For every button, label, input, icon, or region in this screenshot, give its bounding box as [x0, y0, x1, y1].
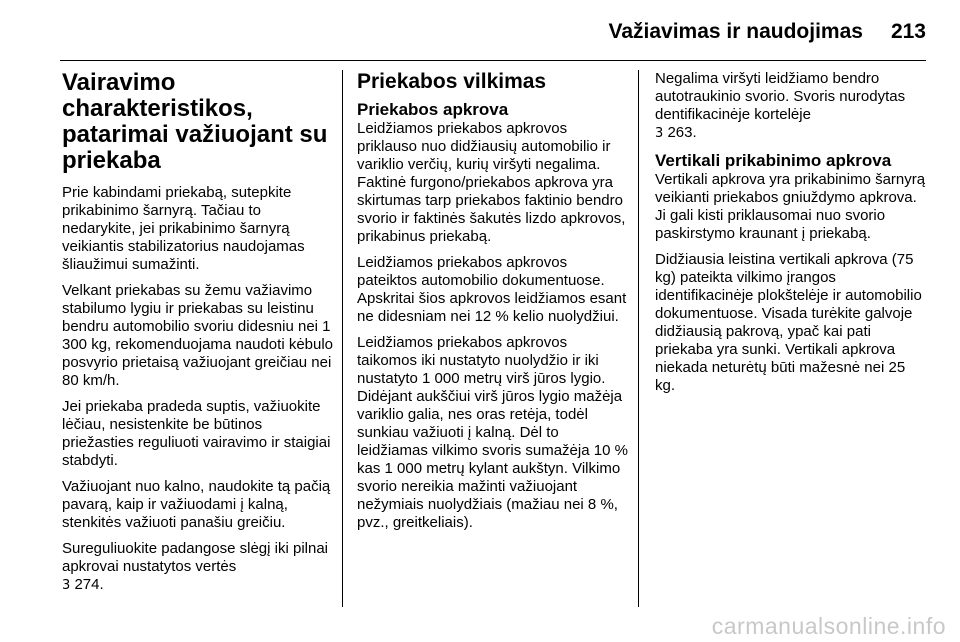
- page-number: 213: [890, 20, 926, 43]
- column-right: [655, 70, 927, 403]
- column-middle: [357, 70, 629, 540]
- paragraph: Leidžiamos priekabos apkrovos priklauso nuo didžiausių automobilio ir variklio verčių, kurių viršyti negalima. Faktinė furgono/priekabos apkrova yra skirtumas tarp priekabos faktinio bendro svorio ir faktinės šakutės lizdo apkrovos, prikabinus priekabą.: [357, 120, 626, 245]
- page-reference-icon: 3: [62, 578, 71, 593]
- paragraph: Važiuojant nuo kalno, naudokite tą pačią pavarą, kaip ir važiuodami į kalną, stenkitės važiuoti panašiu greičiu.: [62, 478, 331, 531]
- paragraph: Velkant priekabas su žemu važiavimo stabilumo lygiu ir priekabas su leistinu bendru automobilio svoriu didesniu nei 1 300 kg, rekomenduojama naudoti kėbulo posvyrio prietaisą važiuojant greičiau nei 80 km/h.: [62, 282, 334, 389]
- paragraph-text: Sureguliuokite padangose slėgį iki pilnai apkrovai nustatytos vertės: [62, 540, 329, 575]
- header-rule: [60, 60, 926, 61]
- page-reference-link[interactable]: 274.: [74, 576, 104, 593]
- paragraph-gross-weight: [655, 70, 927, 143]
- running-header: [609, 14, 927, 50]
- page-reference-icon: 3: [655, 126, 664, 141]
- paragraph: Leidžiamos priekabos apkrovos pateiktos automobilio dokumentuose. Apskritai šios apkrovos leidžiamos esant ne didesniam nei 12 % kelio nuolydžiui.: [357, 254, 627, 325]
- section-heading-towing: Priekabos vilkimas: [357, 70, 547, 93]
- paragraph: Didžiausia leistina vertikali apkrova (75 kg) pateikta vilkimo įrangos identifikacinėje plokštelėje ir automobilio dokumentuose. Visada turėkite galvoje didžiausią pakrovą, ypač kai pati priekaba yra sunki. Vertikali apkrova niekada neturėtų būti mažesnė nei 25 kg.: [655, 251, 922, 394]
- paragraph-text: Negalima viršyti leidžiamo bendro autotraukinio svorio. Svoris nurodytas dentifikacinėje kortelėje: [655, 70, 906, 123]
- paragraph: Prie kabindami priekabą, sutepkite prikabinimo šarnyrą. Tačiau to nedarykite, jei prikabinimo šarnyrą veikiantis stabilizatorius naudojamas šliaužimui sumažinti.: [62, 184, 305, 273]
- subheading-trailer-load: Priekabos apkrova: [357, 100, 509, 119]
- column-divider: [342, 70, 343, 607]
- column-left: [62, 70, 334, 603]
- paragraph: Leidžiamos priekabos apkrovos taikomos iki nustatyto nuolydžio ir iki nustatyto 1 000 metrų virš jūros lygio. Didėjant aukščiui virš jūros lygio mažėja variklio galia, nes oras retėja, todėl sunkiau važiuoti į kalną. Dėl to leidžiamas vilkimo svoris sumažėja 10 % kas 1 000 metrų kylant aukštyn. Vilkimo svorio nereikia mažinti važiuojant nežymiais nuolydžiais (mažiau nei 8 %, pvz., greitkeliais).: [357, 334, 628, 531]
- column-divider: [638, 70, 639, 607]
- chapter-title: Važiavimas ir naudojimas: [608, 20, 863, 43]
- page-reference-link[interactable]: 263.: [667, 124, 697, 141]
- site-watermark: carmanualsonline.info: [711, 613, 946, 639]
- section-heading-driving-characteristics: Vairavimo charakteristikos, patarimai važiuojant su priekaba: [62, 69, 328, 174]
- paragraph: Vertikali apkrova yra prikabinimo šarnyrą veikianti priekabos gniuždymo apkrova. Ji gali kisti priklausomai nuo svorio paskirstymo kraunant į priekabą.: [655, 171, 926, 242]
- subheading-vertical-load: Vertikali prikabinimo apkrova: [655, 151, 892, 170]
- paragraph-tyre-pressure: [62, 540, 334, 595]
- paragraph: Jei priekaba pradeda suptis, važiuokite lėčiau, nesistenkite be būtinos priežasties reguliuoti vairavimo ir staigiai stabdyti.: [62, 398, 331, 469]
